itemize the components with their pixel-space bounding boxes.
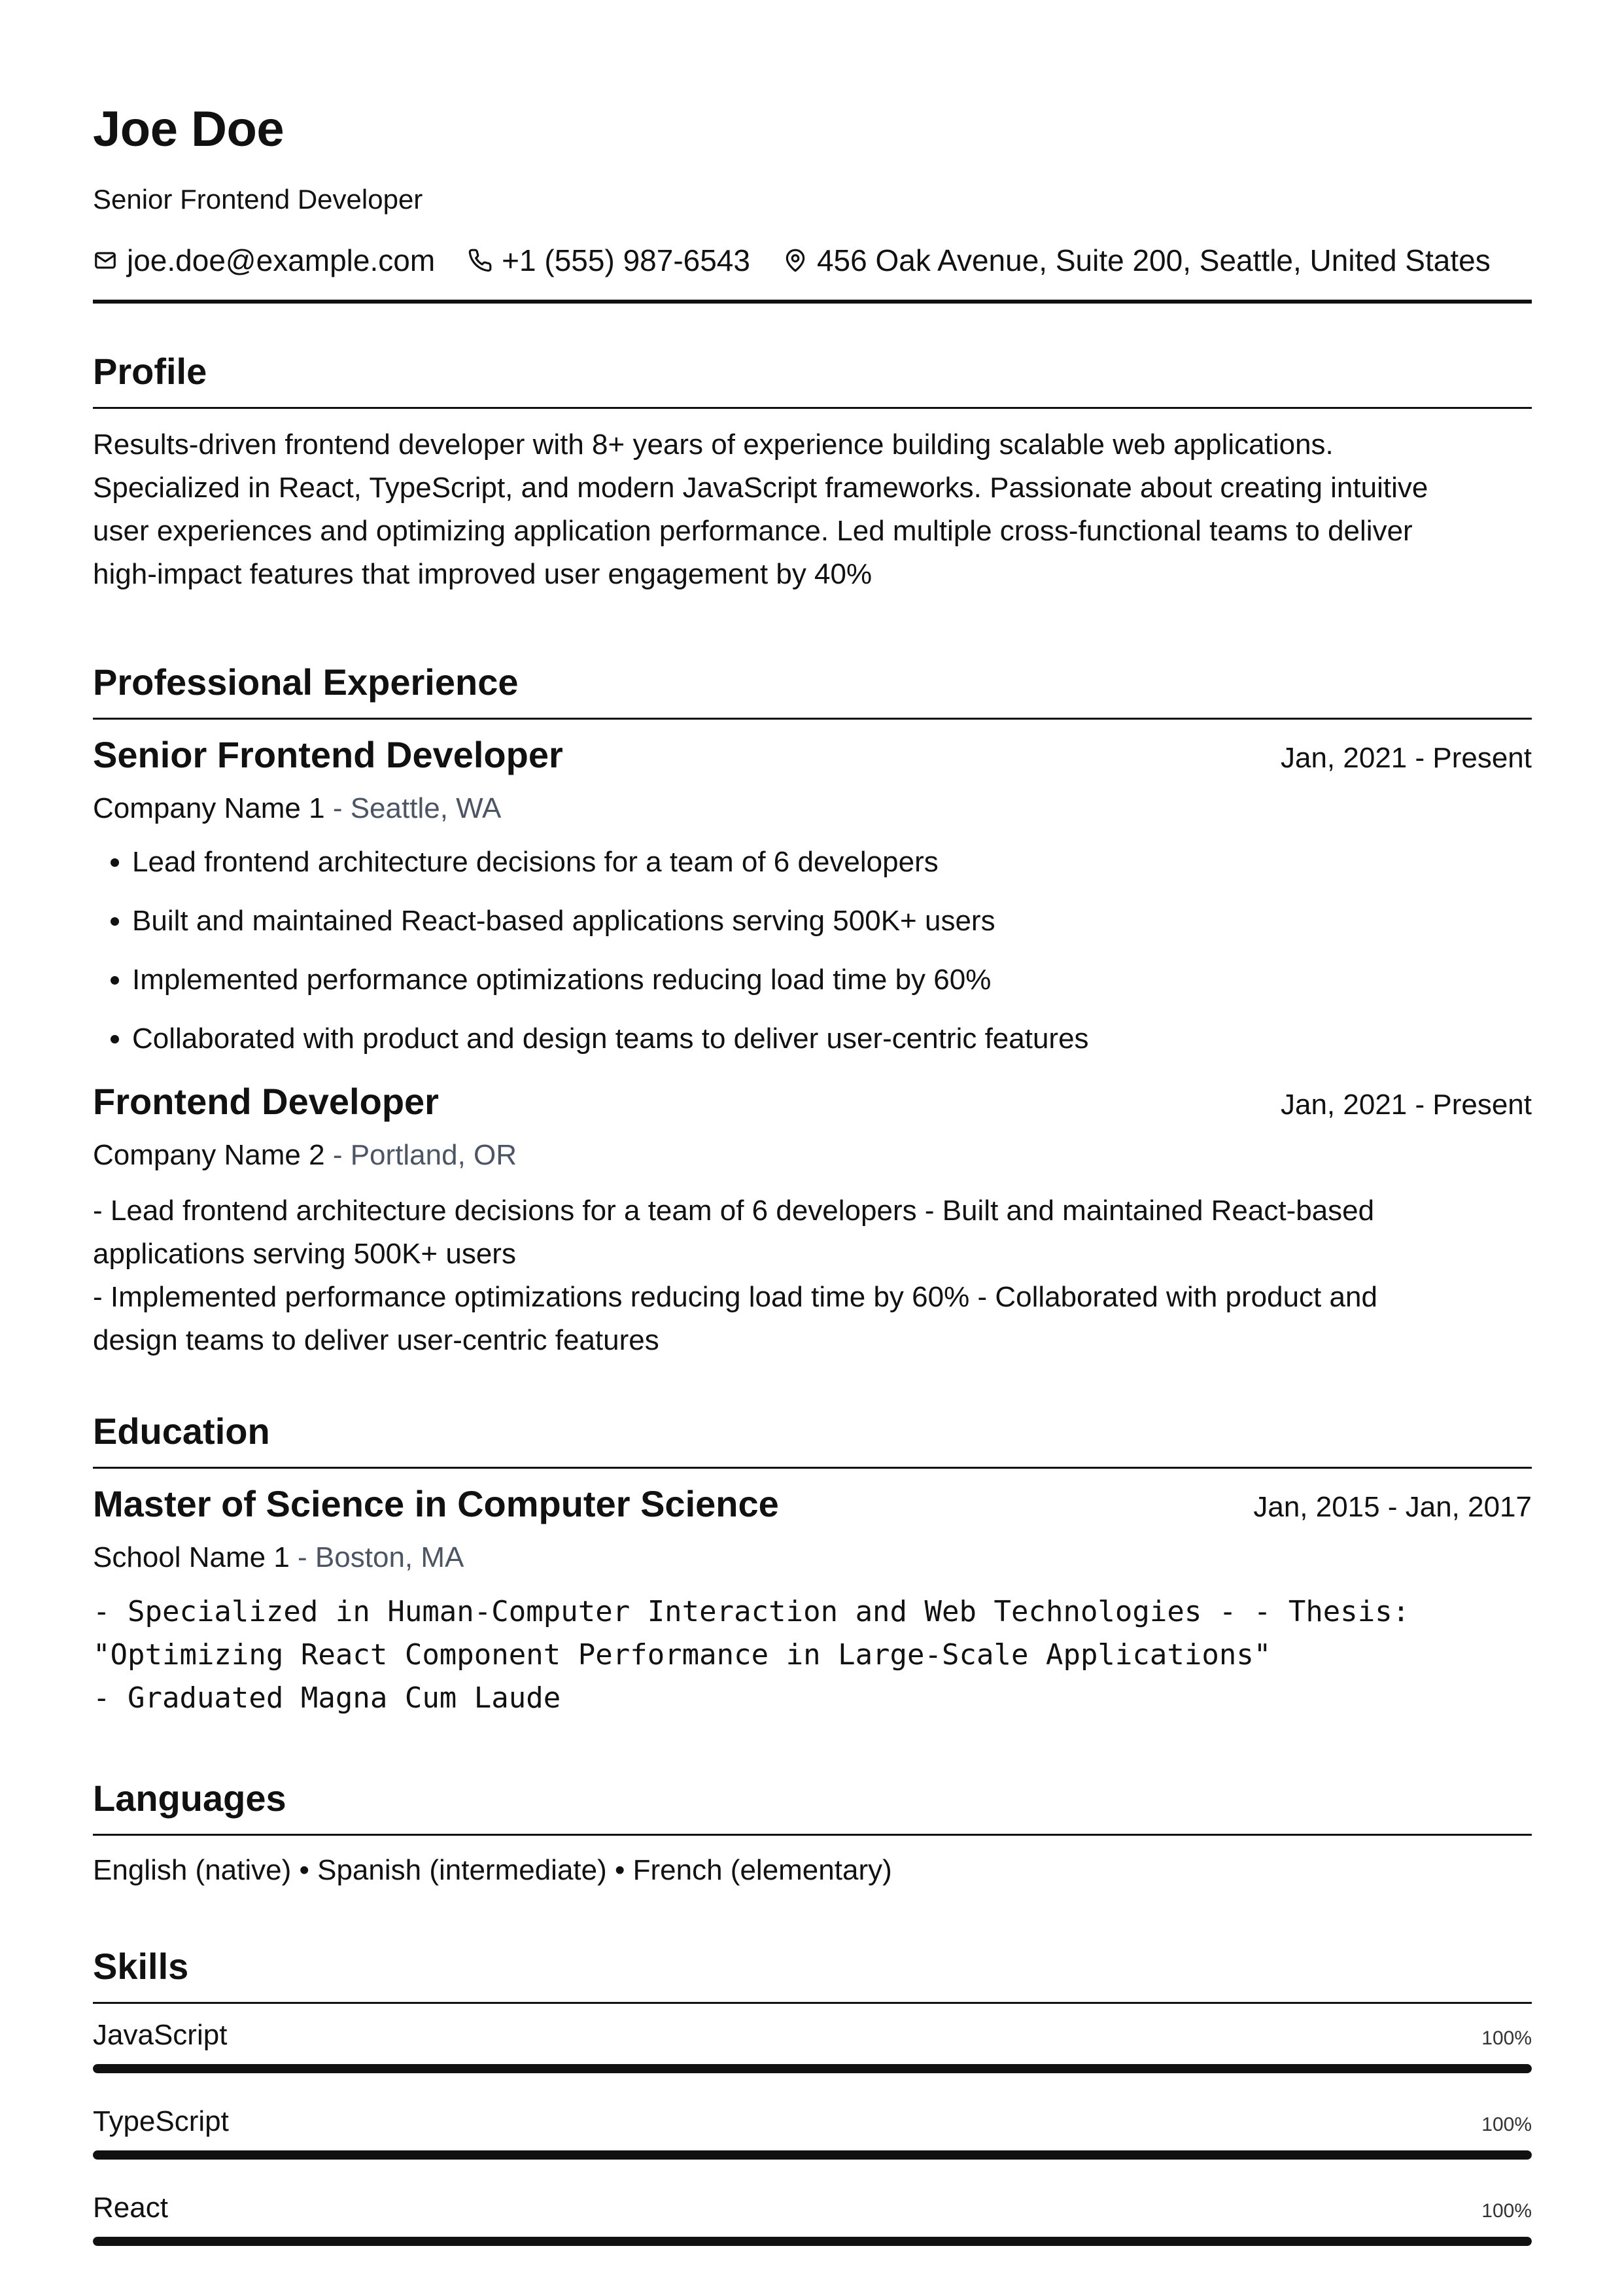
languages-text: English (native) • Spanish (intermediate) • French (elementary) bbox=[93, 1854, 892, 1886]
profile-line: Specialized in React, TypeScript, and modern JavaScript frameworks. Passionate about creating intuitive bbox=[93, 472, 1428, 504]
education-section bbox=[93, 1408, 1532, 1720]
contact-phone[interactable] bbox=[468, 241, 750, 280]
school-location: - Boston, MA bbox=[289, 1541, 464, 1573]
contact-bar bbox=[93, 241, 1532, 280]
skill-name: React bbox=[93, 2192, 168, 2224]
skills-section bbox=[93, 1943, 1532, 2246]
job-bullet: • Collaborated with product and design teams to deliver user-centric features bbox=[132, 1019, 1532, 1059]
email-text: joe.doe@example.com bbox=[127, 243, 436, 277]
job-entry bbox=[93, 1078, 1532, 1362]
job-company: Company Name 2 bbox=[93, 1139, 325, 1171]
skills-heading: Skills bbox=[93, 1946, 189, 1987]
skill-bar-fill bbox=[93, 2064, 1532, 2073]
skills-divider bbox=[93, 2002, 1532, 2004]
experience-section bbox=[93, 659, 1532, 1362]
job-company-line bbox=[93, 789, 1532, 828]
education-entry bbox=[93, 1480, 1532, 1720]
degree-title: Master of Science in Computer Science bbox=[93, 1483, 779, 1524]
skill-bar-track bbox=[93, 2237, 1532, 2246]
education-dates: Jan, 2015 - Jan, 2017 bbox=[1253, 1491, 1532, 1523]
languages-divider bbox=[93, 1834, 1532, 1836]
skill-bar-fill bbox=[93, 2150, 1532, 2160]
skill-item bbox=[93, 2188, 1532, 2246]
job-location: - Portland, OR bbox=[324, 1139, 517, 1171]
languages-heading: Languages bbox=[93, 1778, 286, 1819]
school-name: School Name 1 bbox=[93, 1541, 290, 1573]
job-position: Frontend Developer bbox=[93, 1081, 439, 1122]
location-text: 456 Oak Avenue, Suite 200, Seattle, United States bbox=[816, 243, 1491, 277]
contact-email[interactable] bbox=[93, 241, 435, 280]
education-heading: Education bbox=[93, 1410, 270, 1452]
profile-line: Results-driven frontend developer with 8+ years of experience building scalable web applications. bbox=[93, 429, 1334, 461]
resume-content bbox=[93, 98, 1532, 2246]
experience-heading: Professional Experience bbox=[93, 661, 519, 703]
job-description bbox=[93, 1189, 1532, 1362]
education-divider bbox=[93, 1467, 1532, 1469]
experience-divider bbox=[93, 718, 1532, 720]
job-dates: Jan, 2021 - Present bbox=[1280, 1089, 1532, 1121]
skill-name: TypeScript bbox=[93, 2105, 229, 2137]
job-dates: Jan, 2021 - Present bbox=[1280, 742, 1532, 774]
job-location: - Seattle, WA bbox=[324, 792, 502, 824]
skill-bar-track bbox=[93, 2064, 1532, 2073]
skill-item bbox=[93, 2102, 1532, 2160]
job-bullet: • Implemented performance optimizations reducing load time by 60% bbox=[132, 960, 1532, 1000]
job-description-line: - Implemented performance optimizations reducing load time by 60% - Collaborated with product and bbox=[93, 1281, 1377, 1313]
school-line bbox=[93, 1538, 1532, 1577]
profile-text bbox=[93, 423, 1532, 596]
profile-line: user experiences and optimizing application performance. Led multiple cross-functional teams to deliver bbox=[93, 515, 1413, 547]
education-line: "Optimizing React Component Performance in Large-Scale Applications" bbox=[93, 1638, 1271, 1672]
job-description-line: applications serving 500K+ users bbox=[93, 1238, 516, 1270]
skill-bar-fill bbox=[93, 2237, 1532, 2246]
profile-heading: Profile bbox=[93, 351, 207, 392]
job-description-line: design teams to deliver user-centric features bbox=[93, 1324, 659, 1356]
job-company-line bbox=[93, 1136, 1532, 1175]
job-company: Company Name 1 bbox=[93, 792, 325, 824]
job-description-line: - Lead frontend architecture decisions for a team of 6 developers - Built and maintained React-based bbox=[93, 1195, 1375, 1227]
mail-icon bbox=[93, 248, 118, 273]
job-bullets bbox=[93, 843, 1532, 1059]
header-divider bbox=[93, 300, 1532, 304]
skill-percent: 100% bbox=[1481, 2114, 1532, 2135]
job-bullet: • Lead frontend architecture decisions for a team of 6 developers bbox=[132, 843, 1532, 882]
job-position: Senior Frontend Developer bbox=[93, 734, 563, 775]
skill-percent: 100% bbox=[1481, 2027, 1532, 2049]
contact-location bbox=[783, 241, 1491, 280]
education-description bbox=[93, 1590, 1532, 1720]
education-line: - Specialized in Human-Computer Interaction and Web Technologies - - Thesis: bbox=[93, 1595, 1410, 1628]
profile-line: high-impact features that improved user engagement by 40% bbox=[93, 558, 872, 590]
map-pin-icon bbox=[783, 248, 808, 273]
phone-icon bbox=[468, 248, 492, 273]
skill-name: JavaScript bbox=[93, 2019, 228, 2051]
job-bullet: • Built and maintained React-based applications serving 500K+ users bbox=[132, 902, 1532, 941]
skill-item bbox=[93, 2016, 1532, 2073]
job-entry bbox=[93, 731, 1532, 1059]
profile-section bbox=[93, 348, 1532, 596]
skill-bar-track bbox=[93, 2150, 1532, 2160]
education-line: - Graduated Magna Cum Laude bbox=[93, 1681, 561, 1715]
phone-text: +1 (555) 987-6543 bbox=[502, 243, 750, 277]
languages-section bbox=[93, 1775, 1532, 1892]
profile-divider bbox=[93, 407, 1532, 409]
candidate-headline: Senior Frontend Developer bbox=[93, 184, 423, 215]
skill-percent: 100% bbox=[1481, 2200, 1532, 2222]
candidate-name: Joe Doe bbox=[93, 101, 285, 157]
